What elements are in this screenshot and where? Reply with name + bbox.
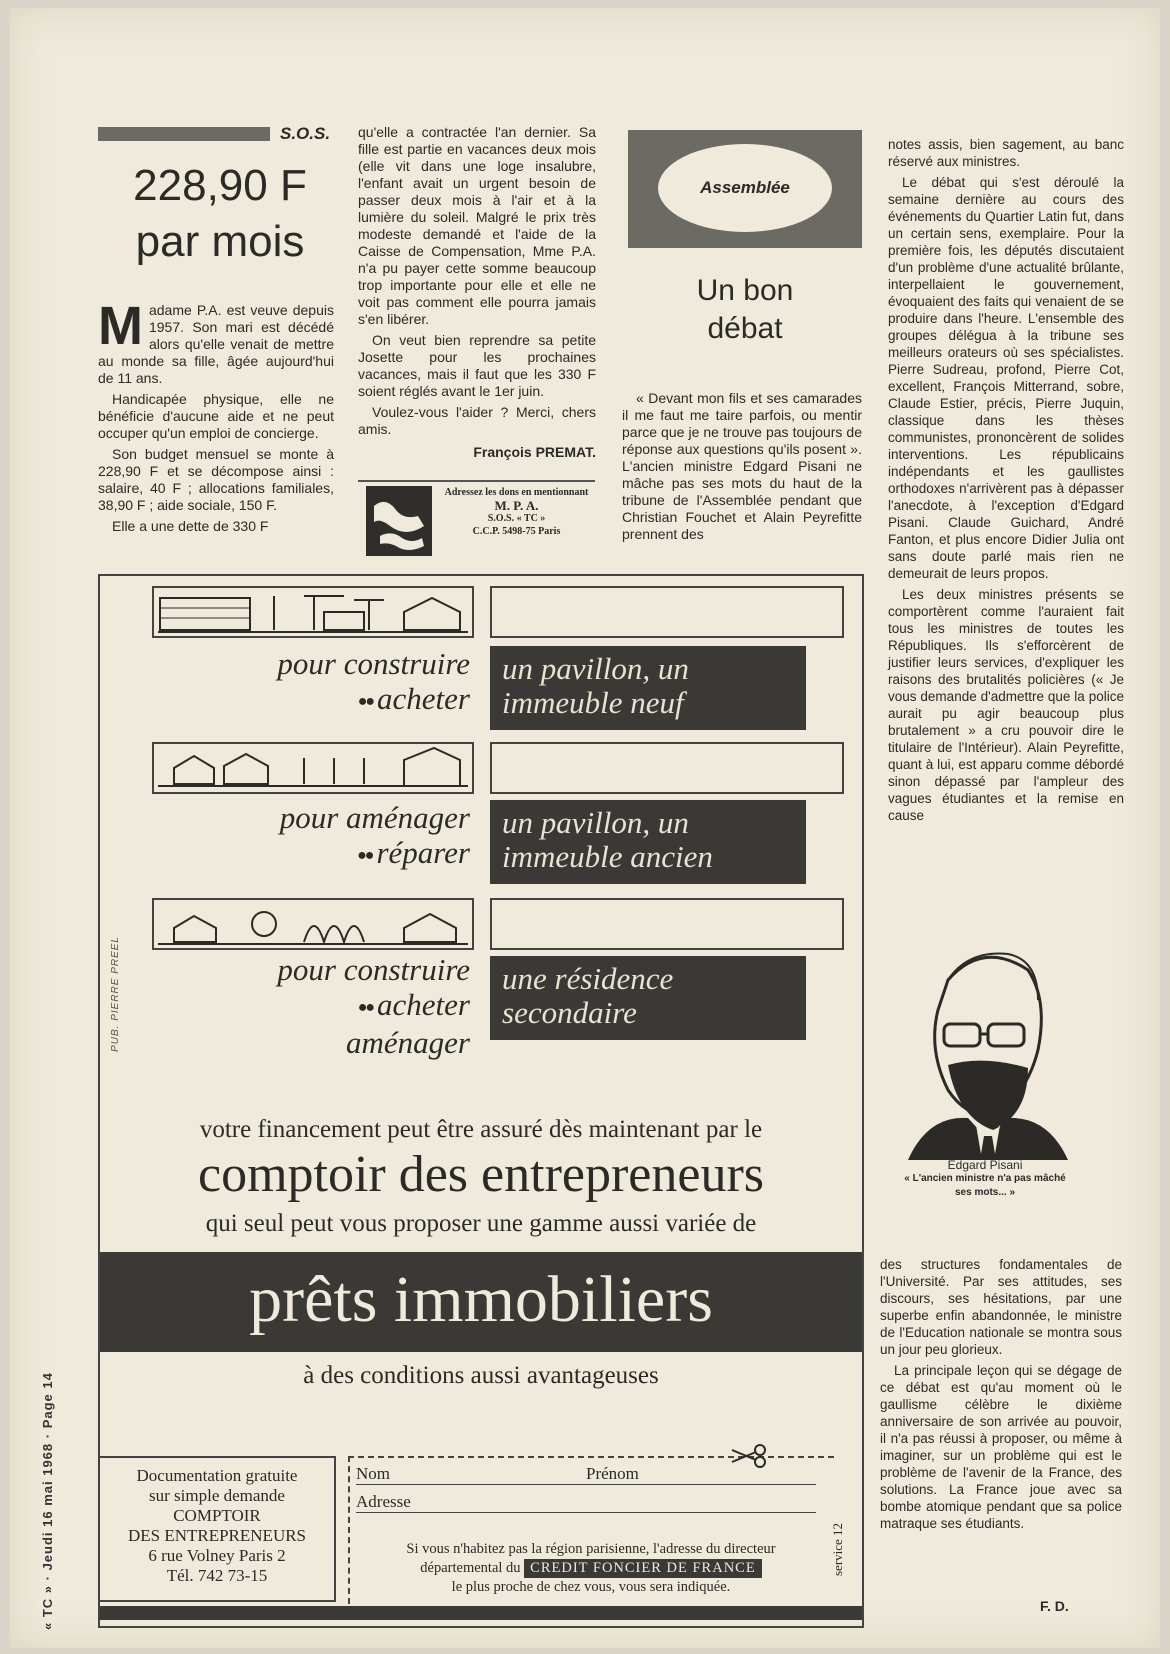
row1-action: pour construire ●● acheter <box>277 646 470 716</box>
ad-gamme-line: qui seul peut vous proposer une gamme aussi variée de <box>205 1210 757 1237</box>
adresse-field[interactable] <box>356 1492 816 1513</box>
debat-intro: « Devant mon fils et ses camarades il me faut me taire parfois, ou mentir parce que je ne trouve pas toujours de réponse aux questions qu'ils posent ». L'ancien ministre Edgard Pisani ne mâche pas ses mots du haut de la tribune de l'Assemblée pendant que Christian Fouchet et Alain Peyrefitte prennent des <box>622 390 862 542</box>
row2-action: pour aménager ●● réparer <box>279 800 470 870</box>
debat-col4-after-2: La principale leçon qui se dégage de ce débat est qu'au moment où le gaullisme célèbre le dixième anniversaire de son arrivée au pouvoir, il n'a pas réussi à proposer, ou même à imaginer, sur un problème qui est le problème de l'avenir de la France, des solutions. La France joue avec sa bombe atomique pendant que sa police matraque ses étudiants. <box>880 1363 1122 1531</box>
debat-column-4 <box>888 136 1124 828</box>
adresse-label: Adresse <box>356 1492 411 1511</box>
row3-action: pour construire ●● acheter aménager <box>277 952 470 1061</box>
donation-address-box <box>358 480 595 557</box>
credit-foncier-advertisement <box>98 574 864 1628</box>
sos-col2-para-1: qu'elle a contractée l'an dernier. Sa fille est partie en vacances deux mois (elle vit dans une loge insalubre, l'enfant avait un urgent besoin de passer deux mois à l'air et à la lumière du soleil. Malgré le prix très modeste demandé et l'aide de la Caisse de Compensation, Mme P.A. n'a pu payer cette somme beaucoup trop importante pour elle et elle ne voit pas comment elle pourra jamais s'en libérer. <box>358 124 596 327</box>
pisani-caricature <box>888 940 1078 1160</box>
debat-column-3 <box>622 390 862 547</box>
row1-dark-panel: un pavillon, un immeuble neuf <box>490 646 806 730</box>
sos-para-1: Madame P.A. est veuve depuis 1957. Son mari est décédé alors qu'elle venait de mettre au monde sa fille, âgée aujourd'hui de 11 ans. <box>98 296 334 386</box>
blank-box-3 <box>490 898 844 950</box>
credit-foncier-label: CREDIT FONCIER DE FRANCE <box>524 1559 762 1578</box>
buildings-icon <box>154 588 472 636</box>
sos-para-3: Son budget mensuel se monte à 228,90 F et se décompose ainsi : salaire, 40 F ; allocations familiales, 38,90 F ; aide sociale, 150 F. <box>98 446 334 513</box>
sos-column-1 <box>98 296 334 539</box>
blank-box-1 <box>490 586 844 638</box>
countryside-illustration <box>152 898 474 950</box>
sos-col2-para-2: On veut bien reprendre sa petite Josette pour les prochaines vacances, mais il faut que les 330 F soient réglés avant le 1er juin. <box>358 332 596 399</box>
headline-line1: 228,90 F <box>133 161 307 210</box>
sos-headline <box>100 158 340 270</box>
hands-icon <box>366 486 432 556</box>
bullet-dots: ●● <box>357 999 374 1017</box>
sos-signature: François PREMAT. <box>473 444 596 460</box>
ad-comptoir-title: comptoir des entrepreneurs <box>197 1146 764 1203</box>
caption-name: Edgard Pisani <box>947 1158 1023 1172</box>
blank-box-2 <box>490 742 844 794</box>
sos-rule <box>98 127 270 141</box>
row3-dark-panel: une résidence secondaire <box>490 956 806 1040</box>
nom-label: Nom <box>356 1464 390 1483</box>
ad-footer-bar <box>100 1606 862 1620</box>
assemblee-banner <box>628 130 862 248</box>
houses-illustration <box>152 742 474 794</box>
debat-col4-para-1: notes assis, bien sagement, au banc réservé aux ministres. <box>888 137 1124 169</box>
donation-address-text: Adressez les dons en mentionnant M. P. A. S.O.S. « TC » C.C.P. 5498-75 Paris <box>444 487 589 537</box>
ad-conditions-line: à des conditions aussi avantageuses <box>303 1362 659 1389</box>
caption-quote: « L'ancien ministre n'a pas mâché ses mots... » <box>904 1173 1066 1198</box>
debat-col4-after-1: des structures fondamentales de l'Université. Par ses attitudes, ses discours, ses hésitations, par une superbe enfin abandonnée, le ministre de l'Education nationale se montra sous un jour peu glorieux. <box>880 1257 1122 1357</box>
countryside-icon <box>154 900 472 948</box>
service-code: service 12 <box>830 1522 845 1576</box>
debat-col4-para-3: Les deux ministres présents se comportèrent comme l'auraient fait tous les ministres de toutes les Républiques. Ils s'efforcèrent de justifier leurs services, d'expliquer les raisons des brutalités policières (« Je vous demande d'admettre que la police aurait pu agir beaucoup plus brutalement » a cru pouvoir dire le titulaire de l'Intérieur). Alain Peyrefitte, quant à lui, est apparu comme débordé sinon dépassé par l'ampleur des vagues étudiantes et la remise en cause <box>888 587 1124 823</box>
prenom-label: Prénom <box>586 1464 639 1483</box>
sos-para-2: Handicapée physique, elle ne bénéficie d'aucune aide et ne peut occuper qu'un emploi de concierge. <box>98 391 334 441</box>
headline-line2: par mois <box>135 217 305 266</box>
sos-label: S.O.S. <box>280 124 331 143</box>
nom-field[interactable] <box>356 1464 816 1485</box>
documentation-box: Documentation gratuite sur simple demande COMPTOIR DES ENTREPRENEURS 6 rue Volney Paris 2 Tél. 742 73-15 <box>100 1456 336 1602</box>
author-initials: F. D. <box>1040 1598 1069 1614</box>
debat-column-4-continued <box>880 1256 1122 1536</box>
debat-title: Un bon débat <box>696 274 794 345</box>
houses-icon <box>154 744 472 792</box>
dropcap: M <box>98 296 143 356</box>
page-folio: « TC » · Jeudi 16 mai 1968 · Page 14 <box>40 1372 55 1630</box>
row2-dark-panel: un pavillon, un immeuble ancien <box>490 800 806 884</box>
sos-column-2 <box>358 124 596 461</box>
bullet-dots: ●● <box>357 693 374 711</box>
order-coupon <box>348 1456 834 1604</box>
assemblee-oval: Assemblée <box>658 144 832 232</box>
sos-para-4: Elle a une dette de 330 F <box>112 518 269 534</box>
ad-financement-line: votre financement peut être assuré dès maintenant par le <box>199 1116 763 1143</box>
debat-col4-para-2: Le débat qui s'est déroulé la semaine dernière au cours des événements du Quartier Latin fut, dans un certain sens, exemplaire. Pour la première fois, les députés discutaient d'un problème d'une actualité brûlante, interpellaient le gouvernement, évoquaient des faits qui venaient de se produire dans l'heure. L'ensemble des groupes délégua à la tribune ses meilleurs orateurs où ses spécialistes. Pierre Sudreau, profond, Pierre Cot, excellent, François Mitterrand, sobre, Claude Estier, précis, Pierre Juquin, classique dans les thèses communistes, prononcèrent de solides interventions. Les républicains indépendants et les gaullistes orthodoxes n'arrivèrent pas à dépasser l'anecdote, à l'exception d'Edgard Pisani. Claude Guichard, André Fanton, et plus encore Didier Julia ont sans doute parlé mais rien ne demeurait de leurs propos. <box>888 175 1124 581</box>
building-illustration <box>152 586 474 638</box>
bullet-dots: ●● <box>357 847 373 865</box>
caricature-caption <box>900 1158 1070 1200</box>
ad-prets-banner: prêts immobiliers <box>100 1252 862 1352</box>
coupon-note: Si vous n'habitez pas la région parisienne, l'adresse du directeur départemental du CREDIT FONCIER DE FRANCE le plus proche de chez vous, vous sera indiquée. <box>406 1541 776 1595</box>
ad-credit: PUB. PIERRE PREEL <box>110 936 121 1052</box>
sos-col2-para-3: Voulez-vous l'aider ? Merci, chers amis. <box>358 404 596 437</box>
